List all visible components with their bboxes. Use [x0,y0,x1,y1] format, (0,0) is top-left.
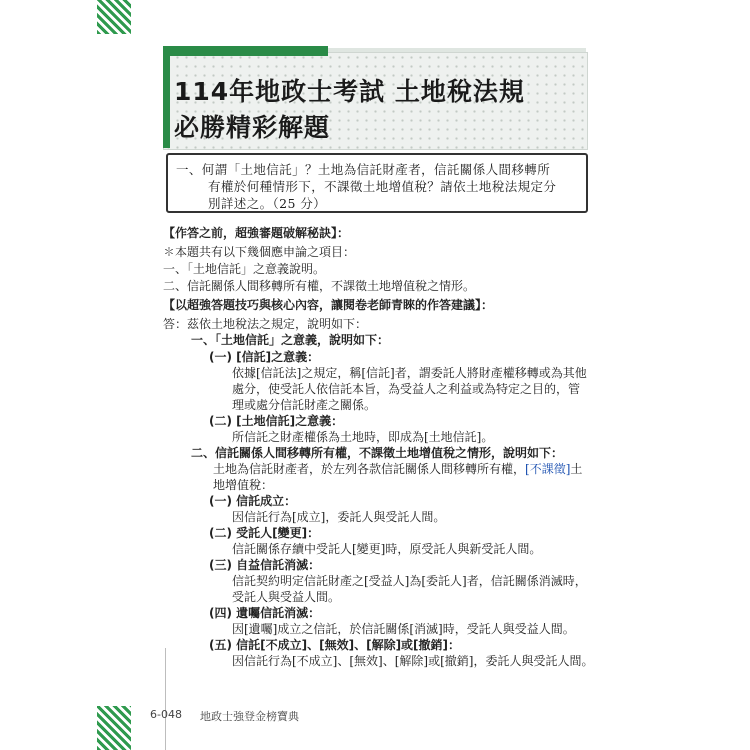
answer-intro: 答：茲依土地稅法之規定，說明如下： [163,317,368,331]
title-tab-accent [163,46,328,56]
section-2-item-2-body: 信託關係存續中受託人[變更]時，原受託人與新受託人間。 [232,542,542,556]
section-2-item-5-title: (五) 信託[不成立]、[無效]、[解除]或[撤銷]： [209,638,461,652]
advice-heading: 【以超強答題技巧與核心內容，讓閱卷老師青睞的作答建議】： [163,298,494,312]
footer-divider [165,648,166,750]
not-levied-term: [不課徵] [525,462,571,476]
section-2-item-3-line-1: 信託契約明定信託財產之[受益人]為[委託人]者，信託關係消滅時， [232,574,587,588]
section-2-intro-line-1: 土地為信託財產者，於左列各款信託關係人間移轉所有權，[不課徵]土 [213,462,583,476]
title-accent-bar [163,52,170,148]
tips-item-1: 一、「土地信託」之意義說明。 [163,262,326,276]
section-1-sub-1-line-2: 處分，使受託人依信託本旨，為受益人之利益或為特定之目的，管 [232,382,581,396]
section-2-item-1-title: (一) 信託成立： [209,494,297,508]
section-2-intro-line-2: 地增值稅： [213,478,274,492]
corner-stripe-bottom [97,706,131,750]
section-2-item-5-body: 因信託行為[不成立]、[無效]、[解除]或[撤銷]，委託人與受託人間。 [232,654,594,668]
section-2-item-4-title: (四) 遺囑信託消滅： [209,606,321,620]
question-line-1: 一、何謂「土地信託」？土地為信託財產者，信託關係人間移轉所 [176,162,551,177]
tips-intro: ✽本題共有以下幾個應申論之項目： [163,245,356,259]
book-title: 地政士強登金榜寶典 [200,710,299,723]
section-2-item-3-title: (三) 自益信託消滅： [209,558,321,572]
section-1-sub-1-line-3: 理或處分信託財產之關係。 [232,398,377,412]
question-line-2: 有權於何種情形下，不課徵土地增值稅？請依土地稅法規定分 [208,179,557,194]
tips-heading: 【作答之前，超強審題破解秘訣】： [163,226,350,240]
section-1-heading: 一、「土地信託」之意義，說明如下： [191,333,390,347]
section-2-heading: 二、信託關係人間移轉所有權，不課徵土地增值稅之情形，說明如下： [191,446,564,460]
page-title: 114年地政士考試 土地稅法規 [174,77,525,106]
page-subtitle: 必勝精彩解題 [174,113,331,142]
section-1-sub-1-line-1: 依據[信託法]之規定，稱[信託]者，謂委託人將財產權移轉或為其他 [232,366,587,380]
section-2-item-3-line-2: 受託人與受益人間。 [232,590,341,604]
tips-item-2: 二、信託關係人間移轉所有權，不課徵土地增值稅之情形。 [163,279,476,293]
question-line-3: 別詳述之。（25 分） [208,196,327,211]
page-number: 6-048 [150,708,182,721]
corner-stripe-top [97,0,131,34]
section-2-item-2-title: (二) 受託人[變更]： [209,526,320,540]
section-2-item-1-body: 因信託行為[成立]，委託人與受託人間。 [232,510,446,524]
section-1-sub-1-title: (一) [信託]之意義： [209,350,320,364]
section-1-sub-2-title: (二) [土地信託]之意義： [209,414,344,428]
section-1-sub-2-line-1: 所信託之財產權係為土地時，即成為[土地信託]。 [232,430,494,444]
section-2-item-4-body: 因[遺囑]成立之信託，於信託關係[消滅]時，受託人與受益人間。 [232,622,575,636]
